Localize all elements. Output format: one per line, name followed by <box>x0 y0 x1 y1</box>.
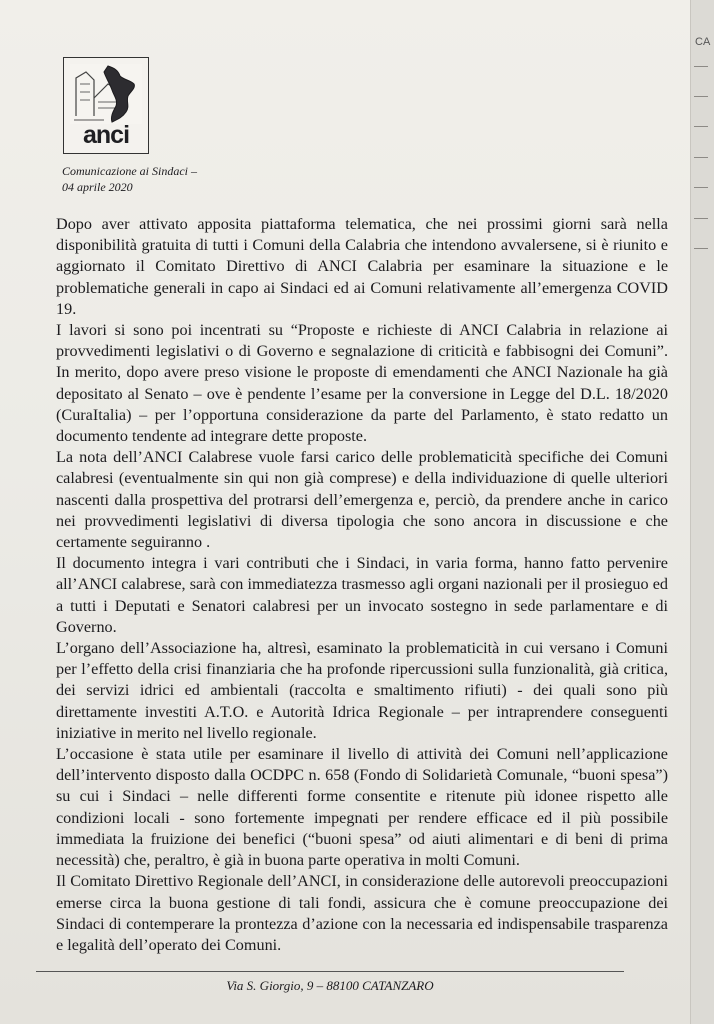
body-paragraph: Dopo aver attivato apposita piattaforma telematica, che nei prossimi giorni sarà nella disponibilità gratuita di tutti i Comuni della Calabria che intendono avvalersene, si è riunito e aggiornato il Comitato Direttivo di ANCI Calabria per esaminare la situazione e le problematiche generali in capo ai Sindaci ed ai Comuni relativamente all’emergenza COVID 19. <box>56 215 668 318</box>
communication-subject: Comunicazione ai Sindaci – <box>62 164 197 178</box>
footer-divider <box>36 971 624 972</box>
edge-tick <box>694 157 708 158</box>
adjacent-page-label: CA <box>695 36 711 48</box>
body-paragraph: La nota dell’ANCI Calabrese vuole farsi carico delle problematicità specifiche dei Comuni calabresi (eventualmente sin qui non già comprese) e della individuazione di quelle ulteriori nascenti dalla prospettiva del protrarsi dell’emergenza e, perciò, da prendere anche in carico nei provvedimenti legislativi di diversa tipologia che sono ancora in discussione e che certamente seguiranno . <box>56 448 668 552</box>
calabria-map-logo-mark <box>64 58 148 128</box>
edge-tick <box>694 248 708 249</box>
communication-date: 04 aprile 2020 <box>62 180 133 194</box>
document-body <box>56 214 668 956</box>
footer-address: Via S. Giorgio, 9 – 88100 CATANZARO <box>226 978 434 993</box>
adjacent-page-edge <box>690 0 714 1024</box>
body-paragraph: L’organo dell’Associazione ha, altresì, esaminato la problematicità in cui versano i Comuni per l’effetto della crisi finanziaria che ha profonde ripercussioni sulla funzionalità, già critica, dei servizi idrici ed ambientali (raccolta e smaltimento rifiuti) - dei quali sono più direttamente investiti A.T.O. e Autorità Idrica Regionale – per intraprendere conseguenti iniziative in merito nel livello regionale. <box>56 639 668 742</box>
edge-tick <box>694 126 708 127</box>
anci-wordmark: anci <box>82 121 130 149</box>
edge-tick <box>694 66 708 67</box>
edge-tick <box>694 187 708 188</box>
body-paragraph: Il Comitato Direttivo Regionale dell’ANCI, in considerazione delle autorevoli preoccupazioni emerse circa la buona gestione di tali fondi, assicura che è comune preoccupazione dei Sindaci di contemperare la prontezza d’azione con la necessaria ed indispensabile trasparenza e legalità dell’operato dei Comuni. <box>56 872 668 954</box>
edge-tick <box>694 218 708 219</box>
anci-logo <box>63 57 149 154</box>
body-paragraph: L’occasione è stata utile per esaminare il livello di attività dei Comuni nell’applicazione dell’intervento disposto dalla OCDPC n. 658 (Fondo di Solidarietà Comunale, “buoni spesa”) su cui i Sindaci – nelle differenti forme consentite e ritenute più idonee rispetto alle condizioni locali - sono fortemente impegnati per rendere efficace ed il più possibile immediata la fruizione dei benefici (“buoni spesa” od aiuti alimentari e di beni di prima necessità) che, peraltro, è già in buona parte operativa in molti Comuni. <box>56 745 668 870</box>
body-paragraph: I lavori si sono poi incentrati su “Proposte e richieste di ANCI Calabria in relazione ai provvedimenti legislativi o di Governo e segnalazione di criticità e fabbisogni dei Comuni”. In merito, dopo avere preso visione le proposte di emendamenti che ANCI Nazionale ha già depositato al Senato – ove è pendente l’esame per la conversione in Legge del D.L. 18/2020 (CuraItalia) – per l’opportuna considerazione da parte del Parlamento, è stato redatto un documento tendente ad integrare dette proposte. <box>56 321 668 446</box>
body-paragraph: Il documento integra i vari contributi che i Sindaci, in varia forma, hanno fatto pervenire all’ANCI calabrese, sarà con immediatezza trasmesso agli organi nazionali per il prosieguo ed a tutti i Deputati e Senatori calabresi per un invocato sostegno in sede parlamentare e di Governo. <box>56 554 668 636</box>
edge-tick <box>694 96 708 97</box>
